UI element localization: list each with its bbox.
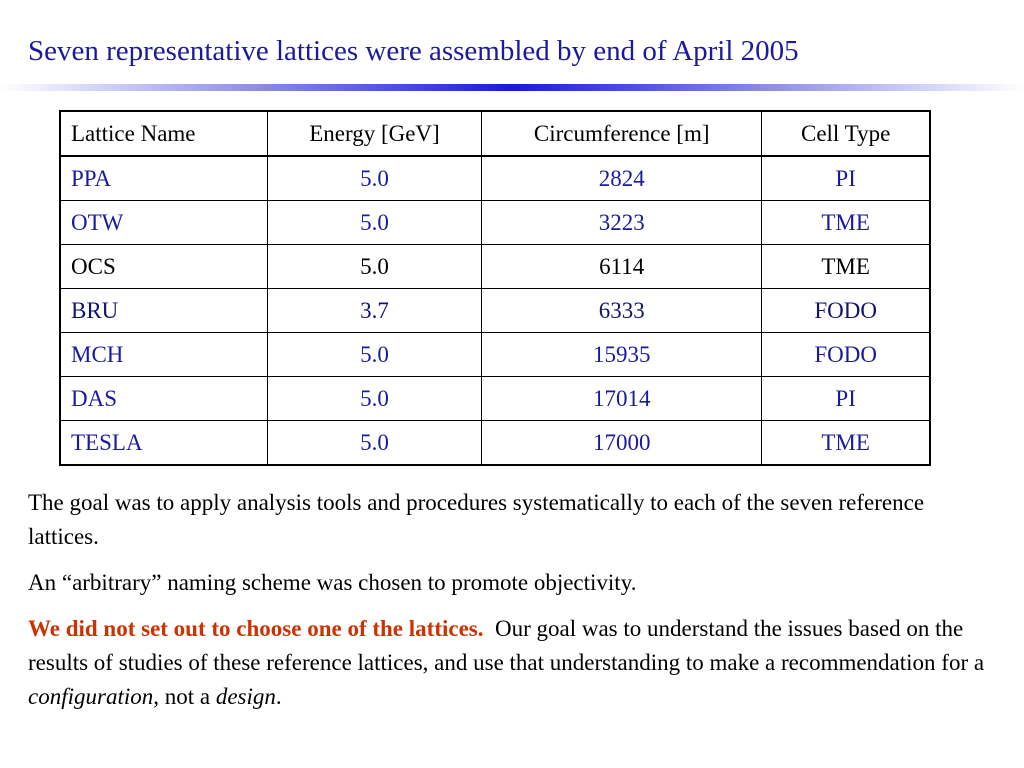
cell-energy: 5.0 [267,156,481,201]
emphasis-configuration: configuration [28,684,154,709]
emphasis-design: design [215,684,276,709]
objective-text-mid: , not a [153,684,216,709]
header-cell-type: Cell Type [762,111,930,156]
cell-circumference: 15935 [482,333,762,377]
table-row [60,156,930,201]
cell-lattice-name: OTW [60,201,267,245]
objective-paragraph [28,612,988,714]
cell-circumference: 6333 [482,289,762,333]
cell-lattice-name: PPA [60,156,267,201]
cell-lattice-name: TESLA [60,421,267,466]
highlight-statement: We did not set out to choose one of the lattices. [28,616,484,641]
cell-cell-type: PI [762,156,930,201]
objective-text-end: . [275,684,282,709]
body-text [28,486,988,726]
cell-energy: 5.0 [267,333,481,377]
naming-paragraph: An “arbitrary” naming scheme was chosen to promote objectivity. [28,570,637,595]
slide-title: Seven representative lattices were assembled by end of April 2005 [28,35,799,67]
cell-energy: 5.0 [267,245,481,289]
header-circumference: Circumference [m] [482,111,762,156]
cell-lattice-name: BRU [60,289,267,333]
table-header-row [60,111,930,156]
header-energy: Energy [GeV] [267,111,481,156]
goal-paragraph: The goal was to apply analysis tools and procedures systematically to each of the seven reference lattices. [28,490,925,549]
cell-cell-type: TME [762,421,930,466]
cell-circumference: 3223 [482,201,762,245]
cell-circumference: 2824 [482,156,762,201]
cell-energy: 5.0 [267,377,481,421]
cell-energy: 3.7 [267,289,481,333]
objective-text: Our goal was to understand the issues based on the results of studies of these reference lattices, and use that understanding to make a recommendation for a [28,616,990,675]
cell-cell-type: FODO [762,333,930,377]
cell-cell-type: TME [762,245,930,289]
cell-energy: 5.0 [267,201,481,245]
cell-lattice-name: MCH [60,333,267,377]
lattice-table [59,110,931,466]
table-row [60,333,930,377]
cell-cell-type: PI [762,377,930,421]
title-gradient-rule [0,84,1024,91]
table-row [60,201,930,245]
table-row [60,377,930,421]
cell-lattice-name: OCS [60,245,267,289]
cell-circumference: 17014 [482,377,762,421]
table-row [60,245,930,289]
cell-lattice-name: DAS [60,377,267,421]
cell-cell-type: FODO [762,289,930,333]
cell-circumference: 17000 [482,421,762,466]
cell-circumference: 6114 [482,245,762,289]
header-lattice-name: Lattice Name [60,111,267,156]
table-row [60,421,930,466]
cell-energy: 5.0 [267,421,481,466]
table-row [60,289,930,333]
cell-cell-type: TME [762,201,930,245]
